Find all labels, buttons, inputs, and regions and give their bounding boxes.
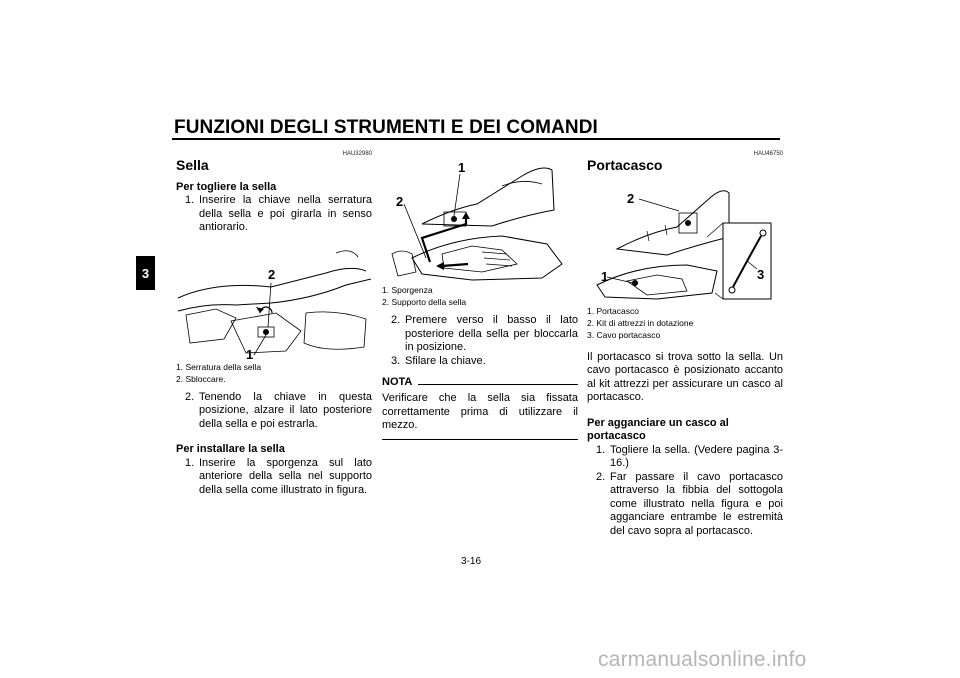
- figure-caption: 1. Sporgenza 2. Supporto della sella: [382, 285, 467, 307]
- step-item: 2. Far passare il cavo portacasco attraverso la fibbia del sottogola come illustrato nella figura e poi agganciare entrambe le estremità del cavo sopra al portacasco.: [596, 470, 783, 537]
- helmet-holder-figure: [587, 181, 783, 303]
- section-title-seat: Sella: [176, 157, 209, 173]
- seat-lock-figure: [176, 243, 372, 361]
- column-helmet-holder: [587, 149, 783, 538]
- subhead-remove-seat: Per togliere la sella: [176, 180, 277, 193]
- watermark: carmanualsonline.info: [598, 648, 807, 671]
- section-title-helmet-holder: Portacasco: [587, 157, 663, 173]
- seat-install-figure: [382, 154, 578, 282]
- chapter-tab: 3: [136, 256, 155, 290]
- callout-2: 2: [627, 190, 635, 206]
- helmet-holder-intro: Il portacasco si trova sotto la sella. Un cavo portacasco è posizionato accanto al kit attrezzi per assicurare un casco al portacasco.: [587, 350, 783, 403]
- header-rule: [172, 138, 780, 140]
- column-seat-installation: [382, 149, 578, 440]
- subhead-install-seat: Per installare la sella: [176, 443, 285, 455]
- callout-2: 2: [268, 266, 276, 282]
- step-item: 2. Tenendo la chiave in questa posizione, alzare il lato posteriore della sella e poi estrarla.: [185, 390, 372, 430]
- figure-caption: 1. Portacasco 2. Kit di attrezzi in dotazione 3. Cavo portacasco: [587, 305, 694, 340]
- reference-code: HAU46750: [753, 151, 783, 157]
- nota-heading: NOTA: [382, 376, 578, 390]
- callout-2: 2: [396, 194, 404, 209]
- step-item: 1. Togliere la sella. (Vedere pagina 3-16.): [596, 443, 783, 469]
- page-title: FUNZIONI DEGLI STRUMENTI E DEI COMANDI: [174, 117, 598, 138]
- step-item: 1. Inserire la sporgenza sul lato anteriore della sella nel supporto della sella come illustrato in figura.: [185, 456, 372, 496]
- callout-3: 3: [757, 266, 765, 282]
- nota-end-rule: [382, 439, 578, 440]
- step-item: 2. Premere verso il basso il lato posteriore della sella per bloccarla in posizione.: [391, 314, 578, 353]
- step-item: 3. Sfilare la chiave.: [391, 354, 486, 367]
- step-item: 1. Inserire la chiave nella serratura della sella e poi girarla in senso antiorario.: [185, 194, 372, 233]
- callout-1: 1: [458, 160, 466, 175]
- figure-caption: 1. Serratura della sella 2. Sbloccare.: [176, 361, 262, 384]
- subhead-attach-helmet: Per agganciare un casco al portacasco: [587, 416, 729, 442]
- callout-1: 1: [601, 268, 609, 284]
- column-seat-removal: [176, 149, 372, 497]
- reference-code: HAU32980: [342, 151, 372, 157]
- page-number: 3-16: [461, 556, 482, 567]
- callout-1: 1: [246, 346, 254, 361]
- nota-text: Verificare che la sella sia fissata correttamente prima di utilizzare il mezzo.: [382, 392, 578, 431]
